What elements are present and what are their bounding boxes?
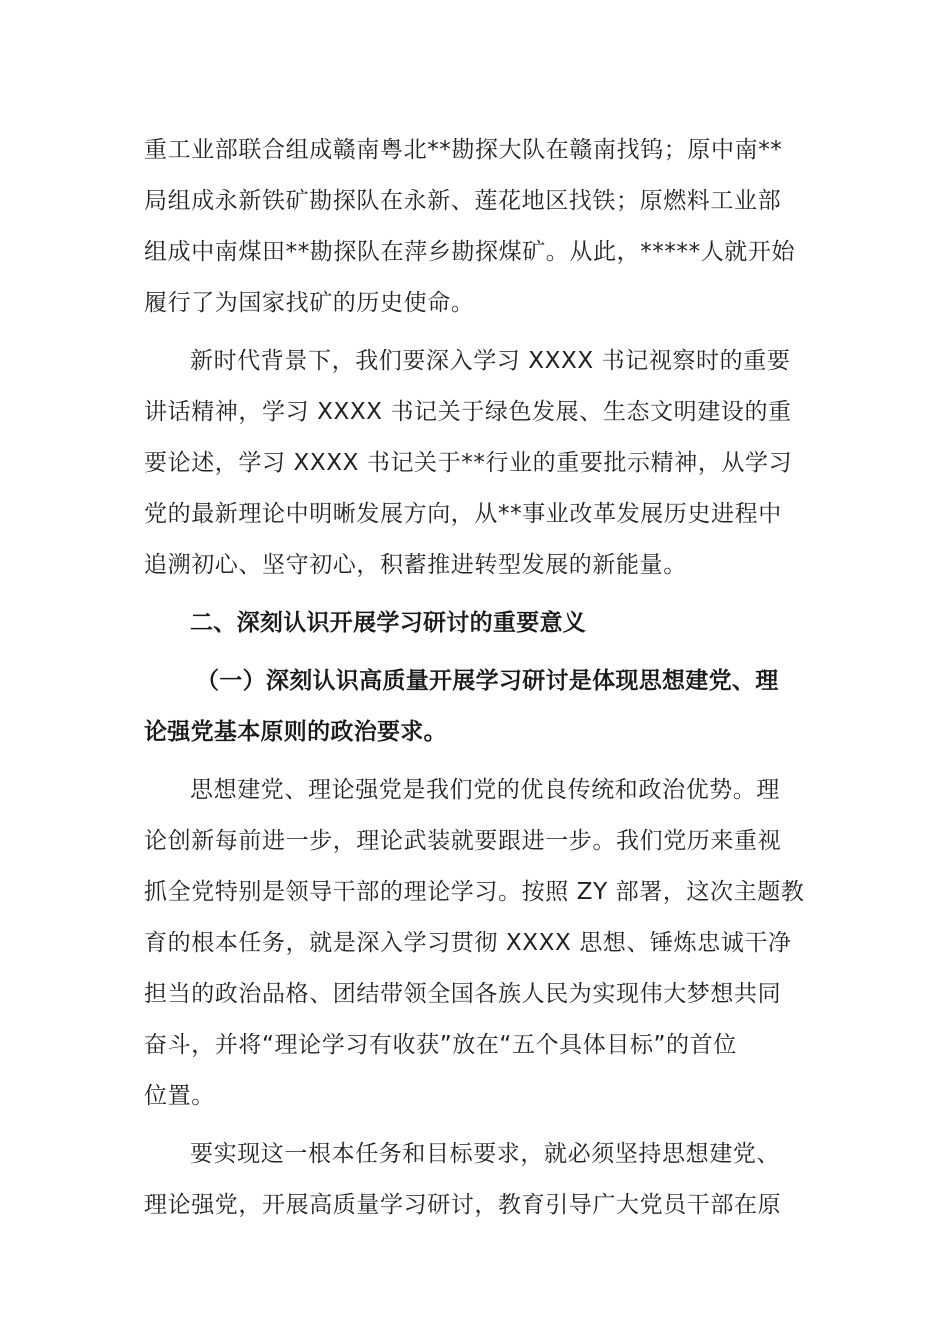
paragraph-line: 理论强党，开展高质量学习研讨，教育引导广大党员干部在原 <box>144 1192 782 1218</box>
paragraph-line: 履行了为国家找矿的历史使命。 <box>144 290 475 316</box>
paragraph <box>144 765 808 1122</box>
paragraph-line: 位置。 <box>144 1083 215 1109</box>
paragraph-line: 论创新每前进一步，理论武装就要跟进一步。我们党历来重视 <box>144 828 782 854</box>
paragraph <box>144 125 808 329</box>
subsection-heading-line: 论强党基本原则的政治要求。 <box>144 719 447 745</box>
paragraph-line: 要论述，学习 XXXX 书记关于**行业的重要批示精神，从学习 <box>144 450 793 476</box>
paragraph <box>144 1129 808 1231</box>
paragraph-line: 担当的政治品格、团结带领全国各族人民为实现伟大梦想共同 <box>144 981 782 1007</box>
subsection-heading <box>144 656 808 758</box>
document-body <box>144 125 808 1231</box>
section-heading <box>144 598 808 649</box>
subsection-heading-line: （一）深刻认识高质量开展学习研讨是体现思想建党、理 <box>196 668 779 694</box>
paragraph-line: 要实现这一根本任务和目标要求，就必须坚持思想建党、 <box>190 1141 780 1167</box>
paragraph-line: 重工业部联合组成赣南粤北**勘探大队在赣南找钨；原中南** <box>144 137 783 163</box>
paragraph-line: 奋斗，并将“理论学习有收获”放在“五个具体目标”的首位 <box>144 1032 737 1058</box>
paragraph-line: 思想建党、理论强党是我们党的优良传统和政治优势。理 <box>190 777 780 803</box>
paragraph-line: 追溯初心、坚守初心，积蓄推进转型发展的新能量。 <box>144 552 687 578</box>
paragraph-line: 抓全党特别是领导干部的理论学习。按照 ZY 部署，这次主题教 <box>144 879 805 905</box>
paragraph-line: 组成中南煤田**勘探队在萍乡勘探煤矿。从此，*****人就开始 <box>144 239 796 265</box>
paragraph-line: 新时代背景下，我们要深入学习 XXXX 书记视察时的重要 <box>190 348 791 374</box>
paragraph <box>144 336 808 591</box>
paragraph-line: 党的最新理论中明晰发展方向，从**事业改革发展历史进程中 <box>144 501 782 527</box>
section-heading-text: 二、深刻认识开展学习研讨的重要意义 <box>190 610 587 636</box>
paragraph-line: 讲话精神，学习 XXXX 书记关于绿色发展、生态文明建设的重 <box>144 399 792 425</box>
paragraph-line: 育的根本任务，就是深入学习贯彻 XXXX 思想、锤炼忠诚干净 <box>144 930 792 956</box>
paragraph-line: 局组成永新铁矿勘探队在永新、莲花地区找铁；原燃料工业部 <box>144 188 782 214</box>
